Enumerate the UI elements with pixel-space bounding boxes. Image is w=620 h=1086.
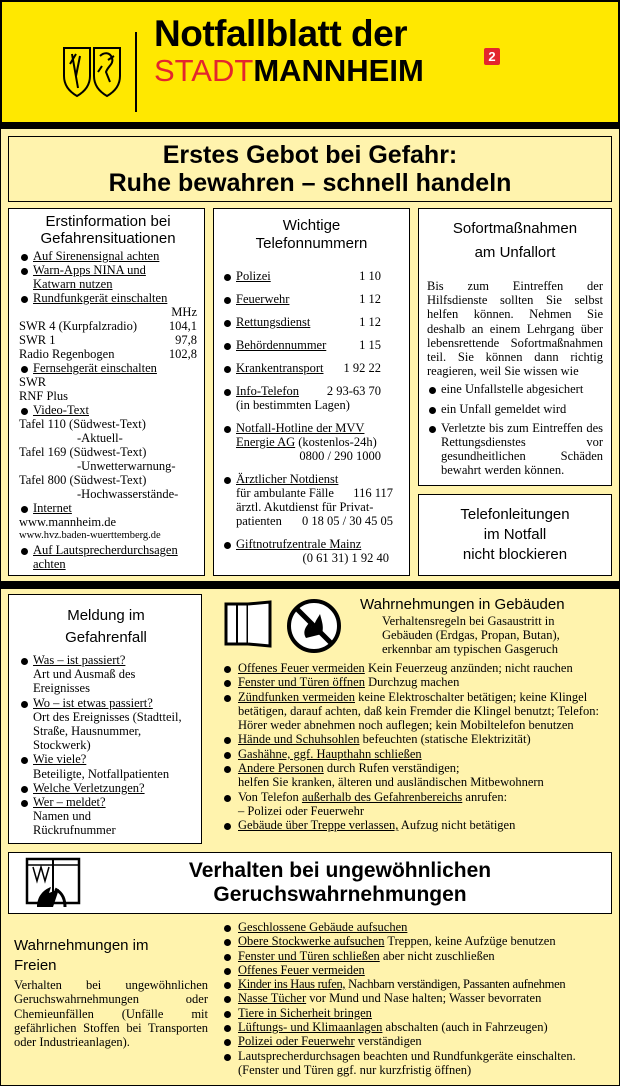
tv-item: SWR: [19, 375, 47, 389]
answer: Beteiligte, Notfallpatienten: [33, 766, 170, 781]
list-item: Verletzte bis zum Eintreffen des Rettungsdienstes vor gesundheitlichen Schäden bewahrt werden können.: [427, 421, 603, 478]
telefonleit-line2: im Notfall: [483, 526, 547, 543]
radio-name: Radio Regenbogen: [19, 347, 115, 361]
phone-row: [222, 421, 401, 463]
phone-number: 116 117: [353, 486, 393, 500]
web-link[interactable]: www.hvz.baden-wuerttemberg.de: [19, 530, 161, 541]
phone-label: Rettungsdienst: [236, 315, 311, 329]
list-item: Fernsehgerät einschalten: [19, 361, 197, 375]
list-item: [222, 661, 610, 675]
radio-row: [19, 333, 197, 347]
list-item-text: Auf Lautsprecherdurchsagen: [33, 543, 178, 557]
question: Wie viele?: [33, 752, 87, 767]
rule-key: Hände und Schuhsohlen: [238, 732, 360, 747]
vt-item: Tafel 169 (Südwest-Text): [19, 445, 147, 459]
phone-note: (kostenlos-24h): [298, 435, 377, 449]
telefonleit-line3: nicht blockieren: [462, 546, 568, 563]
rule-text: Von Telefon: [238, 789, 302, 804]
list-item: [222, 747, 610, 761]
question: Was – ist passiert?: [33, 653, 126, 667]
list-item: [19, 795, 193, 838]
meldung-title-line2: Gefahrenfall: [65, 629, 147, 646]
list-item-text: Warn-Apps NINA und: [33, 263, 146, 277]
rule-text: verständigen: [354, 1034, 422, 1049]
phone-label: Polizei: [236, 269, 271, 283]
phone-note: patienten: [236, 514, 282, 528]
list-item-text: achten: [33, 557, 66, 571]
sofort-text: Bis zum Eintreffen der Hilfsdienste sollten Sie selbst helfen können. Nehmen Sie deshalb an einem Lehrgang über lebensrettende Sofortmaßnahmen teil. Sie können dann richtig reagieren, weil Sie wissen wie: [427, 279, 603, 379]
phones-title-line2: Telefonnummern: [255, 235, 368, 252]
phone-label: Ärztlicher Notdienst: [236, 472, 339, 486]
list-item: [222, 818, 610, 832]
city-bold: MANNHEIM: [253, 53, 424, 88]
banner-2: [8, 852, 612, 914]
phone-row: [222, 472, 401, 528]
hands-at-window-icon: [23, 857, 83, 909]
radio-row: [19, 347, 197, 361]
list-item: [222, 790, 610, 819]
list-item: ein Unfall gemeldet wird: [427, 402, 603, 416]
phone-note: ärztl. Akutdienst für Privat-: [236, 500, 374, 514]
sofort-title-line1: Sofortmaßnahmen: [452, 220, 578, 237]
phone-row: [222, 269, 401, 283]
phone-row: [222, 292, 401, 306]
list-item: [222, 977, 614, 991]
answer: Art und Ausmaß des Ereignisses: [33, 667, 136, 696]
phone-row: [222, 315, 401, 329]
phone-label: Notfall-Hotline der MVV: [236, 421, 365, 435]
superscript-badge: 2: [484, 48, 500, 65]
list-item: [222, 949, 614, 963]
rule-text: befeuchten (statische Elektrizität): [359, 732, 531, 747]
banner-1-line1: Erstes Gebot bei Gefahr:: [162, 141, 458, 169]
vt-item: -Hochwasserstände-: [77, 487, 179, 501]
list-item: [222, 963, 614, 977]
phone-note: (in bestimmten Lagen): [236, 398, 350, 412]
erstinfo-title-line1: Erstinformation bei: [45, 213, 171, 230]
freien-title-line1: Wahrnehmungen im: [14, 937, 149, 954]
open-window-icon: [222, 600, 276, 650]
rule-text: Nachbarn verständigen, Passanten aufnehmen: [345, 977, 566, 992]
phone-row: [222, 537, 401, 565]
rule-key: Nasse Tücher: [238, 991, 307, 1006]
rule-key: Offenes Feuer vermeiden: [238, 962, 365, 977]
answer: Namen und Rückrufnummer: [33, 809, 116, 838]
phone-note: für ambulante Fälle: [236, 486, 334, 500]
web-link[interactable]: www.mannheim.de: [19, 515, 117, 529]
question: Welche Verletzungen?: [33, 780, 145, 795]
mannheim-coat-of-arms-icon: [62, 46, 122, 100]
rule-text: Aufzug nicht betätigen: [398, 818, 516, 833]
rule-key: Obere Stockwerke aufsuchen: [238, 934, 385, 949]
tv-item: RNF Plus: [19, 389, 68, 403]
list-item: Rundfunkgerät einschalten: [19, 291, 197, 305]
vt-item: Tafel 800 (Südwest-Text): [19, 473, 147, 487]
list-item: eine Unfallstelle abgesichert: [427, 382, 603, 396]
banner-2-line1: Verhalten bei ungewöhnlichen: [188, 859, 492, 882]
list-item: [19, 752, 193, 780]
rule-text: abschalten (auch in Fahrzeugen): [382, 1020, 548, 1035]
meldung-title-line1: Meldung im: [67, 607, 145, 624]
phone-number: 1 12: [359, 315, 381, 329]
list-item: [222, 690, 610, 733]
phone-number: 1 12: [359, 292, 381, 306]
list-item: [19, 653, 193, 696]
banner-1: [8, 136, 612, 202]
banner-1-line2: Ruhe bewahren – schnell handeln: [108, 169, 512, 197]
list-item: Auf Sirenensignal achten: [19, 249, 197, 263]
list-item: [222, 1020, 614, 1034]
rule-key: Gashähne, ggf. Haupthahn schließen: [238, 746, 422, 761]
rule-text: helfen Sie kranken, älteren und ausländischen Mitbewohnern: [238, 775, 544, 790]
telefonleit-text: [419, 505, 611, 565]
rule-key: Kinder ins Haus rufen,: [238, 977, 346, 992]
freien-list: [222, 920, 614, 1077]
rule-text: anrufen:: [462, 789, 508, 804]
list-item: [19, 543, 197, 571]
radio-freq: 104,1: [168, 319, 197, 333]
rule-key: Offenes Feuer vermeiden: [238, 661, 365, 675]
radio-name: SWR 1: [19, 333, 56, 347]
phones-box: [213, 208, 410, 576]
rule-key: Zündfunken vermeiden: [238, 689, 355, 704]
telefonleit-box: [418, 494, 612, 576]
rule-key: außerhalb des Gefahrenbereichs: [301, 789, 463, 804]
header-title: Notfallblatt der: [154, 13, 408, 54]
gebaeude-intro: Verhaltensregeln bei Gasaustritt in Gebäuden (Erdgas, Propan, Butan), erkennbar am typischen Gasgeruch: [382, 614, 560, 657]
phone-label: Info-Telefon: [236, 384, 299, 398]
list-item: MHz: [171, 305, 197, 319]
question: Wo – ist etwas passiert?: [33, 695, 153, 710]
rule-text: Durchzug machen: [364, 675, 460, 690]
phone-label: Energie AG: [236, 435, 296, 449]
rule-text: Treppen, keine Aufzüge benutzen: [384, 934, 556, 949]
vt-item: -Aktuell-: [77, 431, 123, 445]
radio-row: [19, 319, 197, 333]
list-item-text: Katwarn nutzen: [33, 277, 113, 291]
list-item: [222, 934, 614, 948]
list-item: [222, 675, 610, 689]
sofort-title-line2: am Unfallort: [474, 244, 556, 261]
list-item: [222, 920, 614, 934]
header-divider: [135, 32, 137, 112]
phone-number: 1 92 22: [343, 361, 381, 375]
phone-label: Behördennummer: [236, 338, 327, 352]
rule-text: keine Elektroschalter betätigen; keine Klingel betätigen, darauf achten, daß kein Fremder die Klingel benutzt; Telefon: Hörer weder abnehmen noch auflegen; kein Mobiltelefon benutzen: [238, 689, 599, 733]
list-item: [222, 1034, 614, 1048]
list-item: [19, 696, 193, 753]
rule-key: Fenster und Türen öffnen: [238, 675, 365, 690]
meldung-box: [8, 594, 202, 844]
phone-number: 1 15: [359, 338, 381, 352]
phone-label: Feuerwehr: [236, 292, 290, 306]
city-light: STADT: [154, 53, 254, 88]
rule-text: vor Mund und Nase halten; Wasser bevorraten: [306, 991, 542, 1006]
phone-number: (0 61 31) 1 92 40: [302, 551, 389, 565]
radio-freq: 97,8: [175, 333, 197, 347]
radio-name: SWR 4 (Kurpfalzradio): [19, 319, 138, 333]
phone-label: Krankentransport: [236, 361, 324, 375]
phone-number: 2 93-63 70: [326, 384, 381, 398]
vt-item: -Unwetterwarnung-: [77, 459, 176, 473]
gebaeude-title: Wahrnehmungen in Gebäuden: [360, 596, 565, 613]
telefonleit-line1: Telefonleitungen: [460, 506, 570, 523]
answer: Ort des Ereignisses (Stadtteil, Straße, Hausnummer, Stockwerk): [33, 709, 182, 753]
rule-key: Fenster und Türen schließen: [238, 948, 380, 963]
meldung-title: [19, 605, 193, 649]
phone-label: Giftnotrufzentrale Mainz: [236, 537, 362, 551]
header: [0, 0, 620, 124]
list-item: [222, 761, 610, 790]
phone-number: 1 10: [359, 269, 381, 283]
rule-key: Tiere in Sicherheit bringen: [238, 1005, 372, 1020]
rule-text: Lautsprecherdurchsagen beachten und Rundfunkgeräte einschalten. (Fenster und Türen ggf. nur kurzfristig öffnen): [238, 1048, 576, 1077]
city-name: [154, 54, 424, 88]
rule-text: durch Rufen verständigen;: [323, 761, 460, 776]
phones-title: [222, 217, 401, 253]
phone-number: 0 18 05 / 30 45 05: [302, 514, 393, 528]
rule-text: Kein Feuerzeug anzünden; nicht rauchen: [364, 661, 573, 675]
sofort-title: [427, 217, 603, 265]
phone-row: [222, 361, 401, 375]
phones-title-line1: Wichtige: [282, 217, 341, 234]
freien-text: Verhalten bei ungewöhnlichen Geruchswahrnehmungen oder Chemieunfällen (Unfälle mit gefährlichen Stoffen bei Transporten oder Industrieanlagen).: [14, 978, 208, 1050]
list-item: [222, 1006, 614, 1020]
rule-key: Lüftungs- und Klimaanlagen: [238, 1020, 383, 1035]
no-open-fire-icon: [286, 598, 342, 654]
phone-row: [222, 338, 401, 352]
erstinfo-title-line2: Gefahrensituationen: [40, 230, 176, 247]
list-item: [222, 991, 614, 1005]
question: Wer – meldet?: [33, 795, 106, 810]
rule-key: Geschlossene Gebäude aufsuchen: [238, 920, 408, 934]
vt-item: Tafel 110 (Südwest-Text): [19, 417, 146, 431]
list-item: Video-Text: [19, 403, 197, 417]
freien-title-line2: Freien: [14, 957, 57, 974]
phone-row: [222, 384, 401, 412]
list-item: [19, 263, 197, 291]
radio-freq: 102,8: [168, 347, 197, 361]
phone-number: 0800 / 290 1000: [299, 449, 381, 463]
rule-text: aber nicht zuschließen: [379, 948, 495, 963]
rule-text: – Polizei oder Feuerwehr: [238, 803, 365, 818]
rule-key: Polizei oder Feuerwehr: [238, 1034, 355, 1049]
erstinfo-title: [19, 213, 197, 247]
freien-title: [14, 936, 149, 976]
sofort-box: [418, 208, 612, 486]
list-item: [19, 781, 193, 795]
gebaeude-list: [222, 661, 610, 833]
list-item: [222, 732, 610, 746]
list-item: Internet: [19, 501, 197, 515]
list-item: [222, 1049, 614, 1078]
banner-2-line2: Geruchswahrnehmungen: [213, 883, 467, 906]
rule-key: Andere Personen: [238, 761, 324, 776]
rule-key: Gebäude über Treppe verlassen,: [238, 818, 399, 833]
erstinfo-box: [8, 208, 205, 576]
